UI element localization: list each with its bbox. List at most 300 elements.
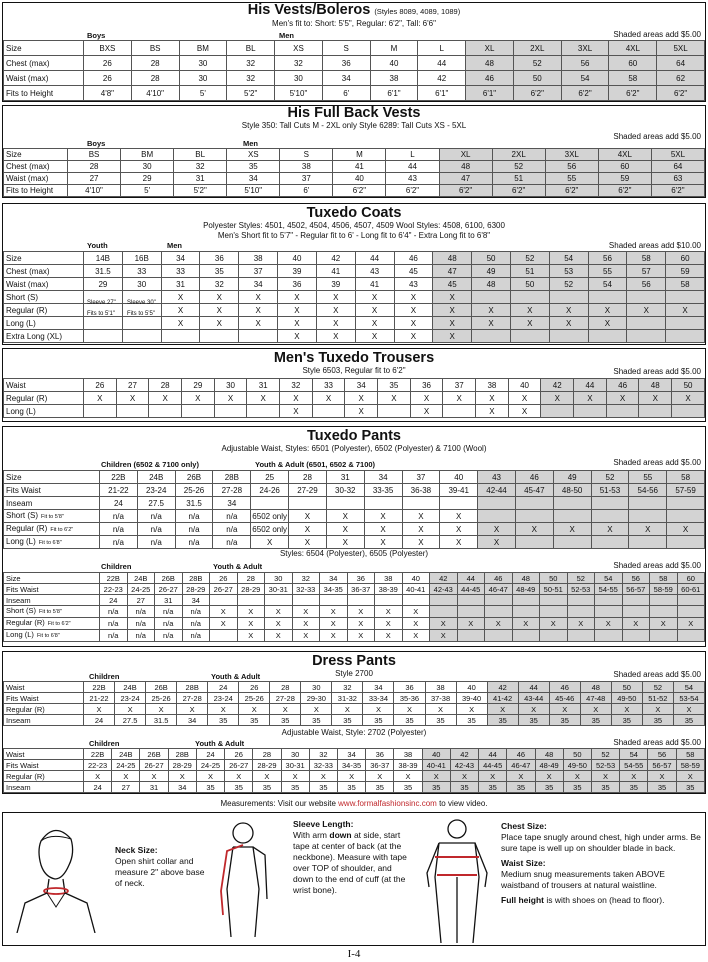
table-cell: 51-53 — [591, 484, 629, 497]
table-cell — [375, 595, 403, 606]
table-cell: X — [309, 771, 337, 782]
table-cell: X — [292, 630, 320, 642]
table-cell: 3XL — [561, 41, 609, 56]
table-cell: 40 — [440, 471, 478, 484]
table-cell: X — [289, 510, 327, 523]
table-cell: 34 — [320, 573, 348, 584]
table-cell: X — [642, 704, 673, 715]
table-cell: L — [386, 149, 439, 161]
table-cell: n/a — [213, 510, 251, 523]
table-cell: X — [677, 618, 705, 630]
table-cell: X — [510, 304, 549, 317]
table-cell: X — [567, 618, 595, 630]
table-cell: 35 — [239, 715, 270, 726]
table-cell: 52 — [642, 682, 673, 693]
table-cell: 24B — [112, 749, 140, 760]
trousers-section — [2, 348, 706, 422]
table-cell: 6' — [280, 185, 333, 197]
table-cell: X — [402, 510, 440, 523]
table-cell: X — [433, 304, 472, 317]
coats-title: Tuxedo Coats — [306, 205, 402, 221]
table-cell: X — [237, 618, 265, 630]
table-cell: X — [375, 618, 403, 630]
table-row — [4, 86, 705, 101]
table-cell: 30 — [275, 71, 323, 86]
table-cell: 4'8" — [84, 86, 132, 101]
row-label: Waist — [4, 682, 84, 693]
table-row — [4, 523, 705, 536]
table-cell: 44 — [518, 682, 549, 693]
table-row — [4, 71, 705, 86]
table-cell: 31 — [247, 379, 280, 392]
table-row — [4, 595, 705, 606]
table-cell: 60 — [666, 252, 705, 265]
table-cell: 35 — [518, 715, 549, 726]
table-cell: 34 — [161, 252, 200, 265]
table-cell: 35 — [591, 782, 619, 793]
row-label: Inseam — [4, 715, 84, 726]
table-cell: 6'2" — [386, 185, 439, 197]
table-cell: X — [347, 606, 375, 618]
table-cell: X — [510, 317, 549, 330]
table-cell: 29-30 — [301, 693, 332, 704]
table-cell: 4'10" — [68, 185, 121, 197]
table-cell — [666, 330, 705, 343]
table-cell: 42 — [487, 682, 518, 693]
table-cell: 5'10" — [275, 86, 323, 101]
row-label: Regular (R) — [4, 771, 84, 782]
table-cell: X — [478, 536, 516, 549]
table-cell: X — [280, 392, 313, 405]
table-cell: 40 — [422, 749, 450, 760]
table-cell: X — [410, 405, 443, 418]
table-cell: X — [347, 630, 375, 642]
table-cell — [457, 630, 485, 642]
table-cell: 6'2" — [657, 86, 705, 101]
website-link[interactable]: www.formalfashionsinc.com — [338, 799, 437, 808]
row-label: Regular (R) — [4, 304, 84, 317]
dress-group-adult-2: Youth & Adult — [195, 739, 245, 748]
table-cell: 40-41 — [422, 760, 450, 771]
table-cell: 34 — [182, 595, 210, 606]
table-cell: 27-28 — [177, 693, 208, 704]
table-cell — [650, 630, 678, 642]
fullback-title: His Full Back Vests — [287, 105, 421, 121]
table-cell — [606, 405, 639, 418]
coats-subtitle-fit: Men's Short fit to 5'7" - Regular fit to 6' - Long fit to 6'4" - Extra Long fit to 6'8" — [217, 231, 491, 240]
table-cell: 35 — [208, 715, 239, 726]
table-row — [4, 510, 705, 523]
table-cell: 28-29 — [168, 760, 196, 771]
table-cell: 36 — [322, 56, 370, 71]
table-cell — [84, 317, 123, 330]
table-cell: 36-37 — [366, 760, 394, 771]
table-cell: 38 — [425, 682, 456, 693]
table-cell: X — [541, 392, 574, 405]
table-cell: X — [433, 330, 472, 343]
table-row — [4, 41, 705, 56]
table-cell: 42 — [541, 379, 574, 392]
dress-subtitle-2: Adjustable Waist, Style: 2702 (Polyester) — [281, 728, 427, 737]
table-cell: X — [239, 291, 278, 304]
table-cell: X — [214, 392, 247, 405]
table-cell: 37 — [402, 471, 440, 484]
table-cell: 30-31 — [281, 760, 309, 771]
table-cell: 39 — [278, 265, 317, 278]
table-cell: X — [588, 304, 627, 317]
table-cell: 28 — [131, 71, 179, 86]
table-cell: 56 — [588, 252, 627, 265]
table-cell — [553, 497, 591, 510]
table-cell: X — [394, 704, 425, 715]
table-cell: S — [280, 149, 333, 161]
row-label: Inseam — [4, 497, 100, 510]
table-cell: 40 — [508, 379, 541, 392]
table-cell: X — [540, 618, 568, 630]
table-cell: 6'1" — [370, 86, 418, 101]
table-cell — [666, 291, 705, 304]
table-row — [4, 584, 705, 595]
table-cell: 34 — [364, 471, 402, 484]
table-cell: 24 — [208, 682, 239, 693]
table-cell: n/a — [175, 523, 213, 536]
table-cell: 30 — [214, 379, 247, 392]
table-cell: 55 — [629, 471, 667, 484]
table-cell: 35 — [580, 715, 611, 726]
table-cell: 41 — [333, 161, 386, 173]
pants-shaded-note: Shaded areas add $5.00 — [613, 458, 701, 467]
table-cell: X — [378, 392, 411, 405]
table-cell — [347, 595, 375, 606]
table-row — [4, 252, 705, 265]
table-cell: X — [326, 523, 364, 536]
pants-section — [2, 426, 706, 647]
table-cell: 35 — [673, 715, 704, 726]
table-cell: 32 — [292, 573, 320, 584]
table-cell: 29 — [84, 278, 123, 291]
table-cell — [574, 405, 607, 418]
table-cell — [549, 291, 588, 304]
table-cell: 5'2" — [227, 86, 275, 101]
table-cell: X — [326, 510, 364, 523]
table-cell: 54-55 — [620, 760, 648, 771]
table-cell: 34 — [239, 278, 278, 291]
table-row — [4, 573, 705, 584]
table-cell: X — [289, 523, 327, 536]
table-cell — [478, 497, 516, 510]
table-cell: 48 — [439, 161, 492, 173]
table-cell: X — [320, 630, 348, 642]
row-label: Fits Waist — [4, 693, 84, 704]
row-label: Extra Long (XL) — [4, 330, 84, 343]
table-row — [4, 749, 705, 760]
table-cell: X — [200, 317, 239, 330]
table-cell: X — [574, 392, 607, 405]
table-cell: 35 — [648, 782, 676, 793]
table-cell: 44 — [574, 379, 607, 392]
row-label: Regular (R) Fit to 6'2" — [4, 618, 100, 630]
table-cell: XS — [227, 149, 280, 161]
table-cell: n/a — [182, 606, 210, 618]
table-cell: 44-45 — [457, 584, 485, 595]
table-cell: X — [239, 304, 278, 317]
table-cell: n/a — [155, 606, 183, 618]
table-cell: 25-26 — [146, 693, 177, 704]
table-cell: X — [508, 405, 541, 418]
table-cell: 56 — [627, 278, 666, 291]
table-cell: X — [146, 704, 177, 715]
table-cell: X — [402, 523, 440, 536]
table-cell: 35 — [676, 782, 704, 793]
pants-shaded-note-2: Shaded areas add $5.00 — [613, 561, 701, 570]
table-cell: X — [366, 771, 394, 782]
table-cell: 48 — [535, 749, 563, 760]
table-cell: 22B — [84, 682, 115, 693]
table-cell: 35 — [394, 782, 422, 793]
table-cell: 30-32 — [326, 484, 364, 497]
table-cell — [326, 497, 364, 510]
table-cell: X — [161, 304, 200, 317]
table-cell: 35 — [611, 715, 642, 726]
table-cell: 38 — [280, 161, 333, 173]
table-cell: 52 — [513, 56, 561, 71]
pants-table-2 — [3, 572, 705, 642]
table-cell: X — [606, 392, 639, 405]
table-cell: 52 — [510, 252, 549, 265]
table-cell: 34 — [168, 782, 196, 793]
table-cell: 42-44 — [478, 484, 516, 497]
table-cell: 29 — [182, 379, 215, 392]
dress-shaded-note: Shaded areas add $5.00 — [613, 670, 701, 679]
table-cell: 34 — [213, 497, 251, 510]
table-cell: X — [402, 630, 430, 642]
table-cell: X — [208, 704, 239, 715]
table-cell: X — [472, 304, 511, 317]
table-cell: 36 — [410, 379, 443, 392]
table-row — [4, 56, 705, 71]
table-cell: 58 — [627, 252, 666, 265]
table-cell: 35 — [200, 265, 239, 278]
table-cell — [591, 510, 629, 523]
table-cell — [540, 630, 568, 642]
table-cell: 45-47 — [515, 484, 553, 497]
table-cell: 25 — [251, 471, 289, 484]
table-cell: 28 — [131, 56, 179, 71]
table-cell: X — [278, 304, 317, 317]
table-cell: 28B — [182, 573, 210, 584]
table-cell: 34 — [177, 715, 208, 726]
table-cell: 47-48 — [580, 693, 611, 704]
table-row — [4, 618, 705, 630]
table-cell: 50 — [563, 749, 591, 760]
table-cell: 35 — [642, 715, 673, 726]
table-row — [4, 760, 705, 771]
table-cell: 25-26 — [175, 484, 213, 497]
table-cell: 59 — [598, 173, 651, 185]
table-cell: 27 — [68, 173, 121, 185]
table-cell: X — [485, 618, 513, 630]
table-cell — [485, 630, 513, 642]
table-row — [4, 265, 705, 278]
table-cell: X — [280, 405, 313, 418]
table-cell: X — [292, 618, 320, 630]
pants-subtitle: Adjustable Waist, Styles: 6501 (Polyester), 6502 (Polyester) & 7100 (Wool) — [221, 444, 487, 453]
table-row — [4, 630, 705, 642]
table-cell: X — [425, 704, 456, 715]
table-cell: 56 — [648, 749, 676, 760]
table-cell — [214, 405, 247, 418]
row-label: Inseam — [4, 782, 84, 793]
table-cell: 34 — [322, 71, 370, 86]
table-cell: 50 — [510, 278, 549, 291]
table-cell: X — [422, 771, 450, 782]
table-cell: X — [115, 704, 146, 715]
table-cell: 26 — [84, 71, 132, 86]
table-cell: 48 — [466, 56, 514, 71]
sleeve-figure-illustration — [207, 819, 287, 943]
table-cell: 34 — [345, 379, 378, 392]
fit-height-note: Fit to 5'8" — [41, 513, 64, 520]
table-cell — [549, 330, 588, 343]
table-cell — [122, 317, 161, 330]
table-cell: X — [563, 771, 591, 782]
table-cell: X — [200, 291, 239, 304]
table-cell: 35 — [363, 715, 394, 726]
table-cell: 48 — [580, 682, 611, 693]
table-cell: 6'2" — [439, 185, 492, 197]
table-cell: n/a — [100, 618, 128, 630]
vests-table — [3, 40, 705, 101]
table-cell — [440, 497, 478, 510]
dress-table-2 — [3, 748, 705, 793]
table-row — [4, 497, 705, 510]
row-label: Fits Waist — [4, 760, 84, 771]
table-cell: 58-59 — [676, 760, 704, 771]
table-cell: n/a — [100, 523, 138, 536]
table-cell: 22-23 — [100, 584, 128, 595]
table-cell — [622, 606, 650, 618]
table-cell: 31-32 — [332, 693, 363, 704]
table-cell: X — [316, 317, 355, 330]
table-cell: X — [440, 536, 478, 549]
pants-group-adult-2: Youth & Adult — [213, 562, 263, 571]
table-cell: X — [196, 771, 224, 782]
table-cell: 43 — [355, 265, 394, 278]
table-cell: 38-39 — [375, 584, 403, 595]
table-cell: X — [270, 704, 301, 715]
table-cell: X — [515, 523, 553, 536]
table-cell: 33-35 — [364, 484, 402, 497]
table-row — [4, 536, 705, 549]
table-cell: 35 — [425, 715, 456, 726]
table-cell: X — [478, 523, 516, 536]
coats-sleeve-27: Sleeve 27" — [87, 300, 116, 306]
table-cell: 40 — [370, 56, 418, 71]
table-row — [4, 379, 705, 392]
fit-height-note: Fit to 6'2" — [50, 526, 74, 533]
row-label: Regular (R) — [4, 392, 84, 405]
table-cell: X — [476, 392, 509, 405]
trousers-subtitle: Style 6503, Regular fit to 6'2" — [302, 366, 406, 375]
table-cell: XL — [439, 149, 492, 161]
table-cell: 40-41 — [402, 584, 430, 595]
table-cell: 34 — [227, 173, 280, 185]
table-cell: 55 — [588, 265, 627, 278]
table-cell — [629, 510, 667, 523]
vests-subtitle: Men's fit to: Short: 5'5", Regular: 6'2", Tall: 6'6" — [272, 19, 436, 28]
table-cell — [84, 405, 117, 418]
table-cell: X — [629, 523, 667, 536]
table-cell: 47 — [433, 265, 472, 278]
table-cell — [402, 595, 430, 606]
table-cell: 35 — [456, 715, 487, 726]
table-cell: 35 — [253, 782, 281, 793]
table-cell: 31 — [326, 471, 364, 484]
table-cell: 54 — [673, 682, 704, 693]
table-cell: X — [345, 405, 378, 418]
table-cell — [210, 630, 238, 642]
table-cell — [364, 497, 402, 510]
table-cell: 2XL — [492, 149, 545, 161]
table-cell: 37-38 — [425, 693, 456, 704]
table-cell — [478, 510, 516, 523]
table-cell: X — [591, 771, 619, 782]
table-cell: 50 — [672, 379, 705, 392]
table-cell: X — [487, 704, 518, 715]
table-cell: 35 — [332, 715, 363, 726]
sleeve-length-text: With arm down at side, start tape at center of back (at the neckbone). Measure with tape over TOP of shoulder, and down to the end of cuff (at the wrist bone). — [293, 830, 407, 895]
table-cell: 56 — [561, 56, 609, 71]
table-cell: X — [345, 392, 378, 405]
table-cell: BM — [179, 41, 227, 56]
table-cell: X — [84, 392, 117, 405]
table-cell: 38-39 — [394, 760, 422, 771]
table-cell: 60 — [609, 56, 657, 71]
table-cell: 36 — [200, 252, 239, 265]
table-cell: 43 — [394, 278, 433, 291]
table-cell — [515, 510, 553, 523]
table-cell — [627, 317, 666, 330]
table-cell: 30 — [301, 682, 332, 693]
table-cell: X — [278, 291, 317, 304]
table-cell — [510, 330, 549, 343]
table-cell — [247, 405, 280, 418]
table-cell: 31.5 — [175, 497, 213, 510]
table-cell: 28B — [213, 471, 251, 484]
table-cell: X — [650, 618, 678, 630]
table-cell: 52 — [591, 471, 629, 484]
table-cell: 50-51 — [540, 584, 568, 595]
table-cell: 48 — [433, 252, 472, 265]
table-cell: L — [418, 41, 466, 56]
vests-section — [2, 2, 706, 102]
table-cell: X — [476, 405, 509, 418]
table-cell: X — [253, 771, 281, 782]
table-cell: 16B — [122, 252, 161, 265]
table-cell: 48-50 — [553, 484, 591, 497]
table-cell: n/a — [182, 618, 210, 630]
pants-group-children-2: Children — [101, 562, 132, 571]
table-cell: 26 — [84, 56, 132, 71]
table-cell: X — [237, 606, 265, 618]
table-cell — [515, 497, 553, 510]
table-cell: X — [355, 304, 394, 317]
table-cell: 26-27 — [225, 760, 253, 771]
table-cell — [650, 595, 678, 606]
table-cell: X — [375, 630, 403, 642]
table-cell — [182, 405, 215, 418]
table-cell: 22B — [100, 573, 128, 584]
